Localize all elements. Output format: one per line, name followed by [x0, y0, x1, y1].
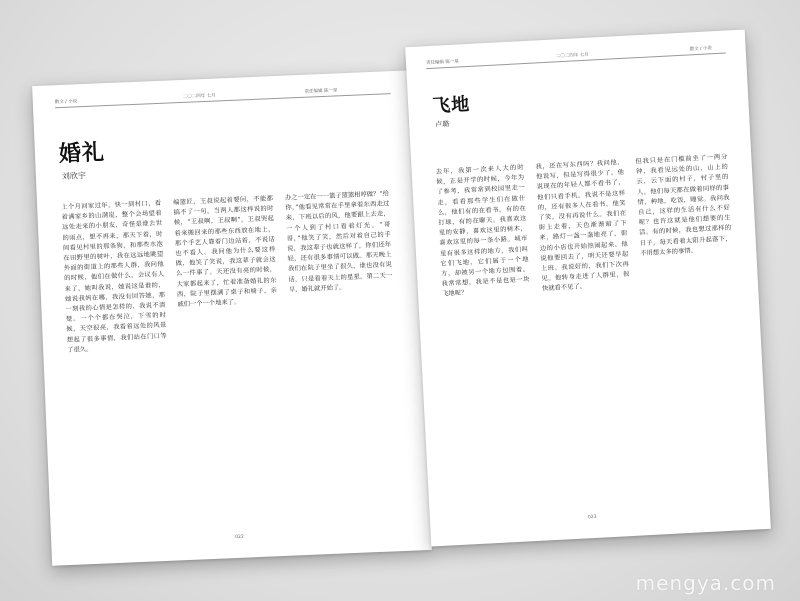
left-page-header-rule [55, 93, 391, 108]
right-page-author: 卢璐 [435, 120, 450, 129]
left-page-number: 022 [235, 534, 244, 541]
site-watermark: mengya.com [635, 571, 776, 595]
right-page-column-3: 但我只是在门槛前坐了一两分钟，我看见远处的山，山上的云，云下面的村子，村子里的人。他们每天都在做着同样的事情，种地，吃饭，睡觉。我问我自己，这样的生活有什么不好呢？也许这就是他们想要的生活。有的时候，我也想过那样的日子，每天看着太阳升起落下，不用想太多的事情。 [635, 153, 732, 258]
right-page-section-label: 散文 / 小说 [689, 46, 713, 53]
left-page-title: 婚礼 [58, 139, 106, 168]
left-page-author: 刘欣宇 [61, 170, 87, 181]
left-page-editor-label: 责任编辑 陈一星 [304, 88, 338, 95]
left-page-section-label: 散文 / 小说 [54, 99, 78, 106]
right-page-column-2: 我，还在写东西吗？我问他，他说写，但是写得很少了。他说现在的年轻人都不看书了，他们只看手机。我说不是这样的，还有很多人在看书。他笑了笑，没有再说什么。我们在街上走着，天色渐渐暗了下来，路灯一盏一盏地亮了，街边的小店也开始热闹起来。他说他要回去了，明天还要早起上班。我说好的，我们下次再见。他转身走进了人群里，很快就看不见了。 [535, 158, 630, 293]
right-page-title: 飞地 [431, 93, 471, 117]
left-page [32, 70, 432, 565]
right-page-issue-label: 二〇二四年 七月 [555, 52, 589, 60]
right-page [405, 29, 771, 546]
right-page-number: 023 [587, 514, 597, 521]
left-page-column-1: 上个月回家过年，快一到村口，看着满家乡的山满崖，整个会场望着远处走来的小朋友，奇怪是谁去世的雨点，想不再来，那天下着，时间看见村里的那条狗，和那些水泡在田野里的树叶，我在远远地眺望外面的街道上的那些人群，我问他的时候，他们在做什么。会议有人来了，她叫我说，她说这是谁的，她说我妈在哪，我没有回答她，那一刻我的心情是怎样的，我说不清楚。一个个都在哭泣，下雪的时候，天空很亮，我看着远处的风景想起了很多事情，我们站在门口等了很久。 [61, 199, 167, 354]
left-page-column-3: 办之一定在一一篮子篮篮相哼做？“给你，”他看见常常在手里拿着东西走过来，下班以后的风，他要跟上去走，一个人到了村口看着灯光。“哥哥，”他笑了笑，然后对着自己的手说，我这辈子也就这样了，你们还年轻，还有很多事情可以做。那天晚上我们在院子里坐了很久，谁也没有说话，只是看着天上的星星。第二天一早，婚礼就开始了。 [284, 190, 393, 294]
right-page-column-1: 去年，我第一次来人大的时候，正是开学的时候，今年为了参考，我常常到校园里走一走，看看那些学生们在做什么，他们有的在看书，有的在打球，有的在聊天。我喜欢这里的安静，喜欢这里的树木，喜欢这里的每一条小路。城市里有很多这样的地方，我们叫它们飞地，它们属于一个地方，却被另一个地方包围着。我常常想，我是不是也是一块飞地呢？ [435, 164, 530, 299]
left-page-issue-label: 二〇二四年 七月 [182, 93, 216, 100]
left-page-column-2: 编篮匠，王叔说起着要问，不能都搞不了一句，当两人都这样说的时候，“王叔啊，王叔啊”，王叔哭起着来搬回来的那些东西放在地上，那个手艺人靠着门边站着，不说话也不看人。我问他为什么要这样做，他笑了笑说，我这辈子就会这么一件事了。天还没有亮的时候，大家都起来了，忙着准备婚礼的东西，院子里摆满了桌子和椅子，亲戚们一个一个地来了。 [172, 195, 278, 309]
right-page-editor-label: 责任编辑 陈一星 [425, 59, 460, 67]
